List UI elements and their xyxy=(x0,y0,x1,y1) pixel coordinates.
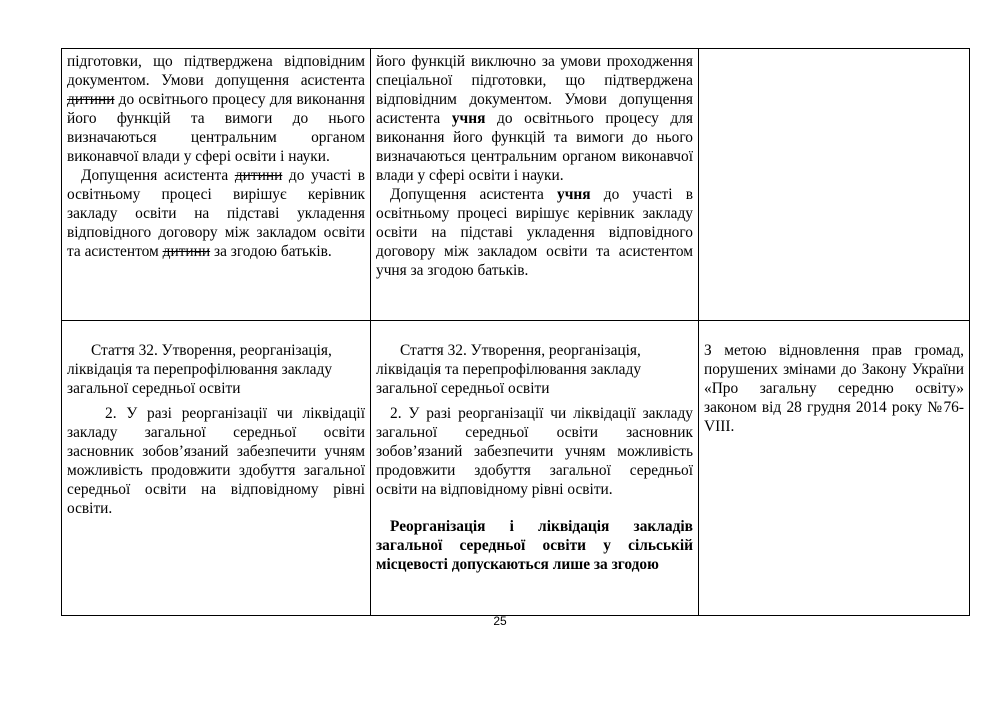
table-row xyxy=(62,321,970,616)
article-heading: Стаття 32. Утворення, реорганізація, ліквідація та перепрофілювання закладу загальної середньої освіти xyxy=(376,342,642,397)
paragraph: З метою відновлення прав громад, порушених змінами до Закону України «Про загальну середню освіту» законом від 28 грудня 2014 року №76-VIII. xyxy=(704,342,964,435)
justification-cell xyxy=(699,321,970,616)
proposed-text-cell xyxy=(371,321,699,616)
paragraph: підготовки, що підтверджена відповідним документом. Умови допущення асистента дитини до освітнього процесу для виконання його функцій та вимоги до нього визначаються центральним органом виконавчої влади у сфері освіти і науки. xyxy=(67,53,365,165)
comparison-table xyxy=(61,48,970,616)
bold-paragraph: Реорганізація і ліквідація закладів загальної середньої освіти у сільській місцевості допускаються лише за згодою xyxy=(376,518,693,573)
page-number: 25 xyxy=(493,614,507,628)
paragraph: Допущення асистента учня до участі в освітньому процесі вирішує керівник закладу освіти на підставі укладення відповідного договору між закладом освіти та асистентом учня за згодою батьків. xyxy=(376,186,693,279)
paragraph: 2. У разі реорганізації чи ліквідації закладу загальної середньої освіти засновник зобов’язаний забезпечити учням можливість продовжити здобуття загальної середньої освіти на відповідному рівні освіти. xyxy=(67,405,365,517)
bold-text: учня xyxy=(557,186,591,203)
current-law-cell xyxy=(62,49,371,321)
struck-text: дитини xyxy=(162,243,211,260)
table-row xyxy=(62,49,970,321)
justification-cell xyxy=(699,49,970,321)
paragraph: Допущення асистента дитини до участі в освітньому процесі вирішує керівник закладу освіти на підставі укладення відповідного договору між закладом освіти та асистентом дитини за згодою батьків. xyxy=(67,167,365,260)
paragraph: 2. У разі реорганізації чи ліквідації закладу загальної середньої освіти засновник зобов’язаний забезпечити учням можливість продовжити здобуття загальної середньої освіти на відповідному рівні освіти. xyxy=(376,405,693,498)
proposed-text-cell xyxy=(371,49,699,321)
bold-text: учня xyxy=(451,110,486,127)
article-heading: Стаття 32. Утворення, реорганізація, ліквідація та перепрофілювання закладу загальної середньої освіти xyxy=(67,342,333,397)
struck-text: дитини xyxy=(67,91,115,108)
paragraph: його функцій виключно за умови проходження спеціальної підготовки, що підтверджена відповідним документом. Умови допущення асистента учня до освітнього процесу для виконання його функцій та вимоги до нього визначаються центральним органом виконавчої влади у сфері освіти і науки. xyxy=(376,53,693,184)
struck-text: дитини xyxy=(234,167,283,184)
current-law-cell xyxy=(62,321,371,616)
